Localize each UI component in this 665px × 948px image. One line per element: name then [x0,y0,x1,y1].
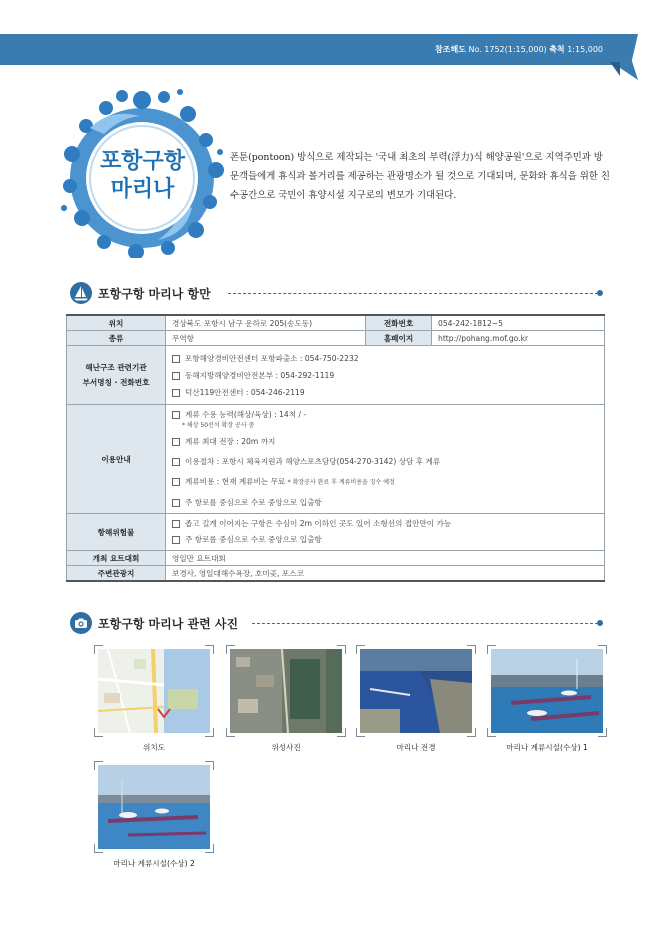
photo-marina-mooring-1[interactable] [491,649,603,733]
bullet-box-icon [172,372,180,380]
photo-frame-corner [467,645,476,654]
photo-frame-corner [226,645,235,654]
tour-label: 주변관광지 [67,566,166,582]
photo-frame-corner [467,728,476,737]
list-item: 계류 수용 능력(해상/육상) : 14척 / - [172,405,598,425]
header-ribbon-fold [610,62,620,76]
photo-frame-corner [205,728,214,737]
photo-frame-corner [598,645,607,654]
photo-caption: 마리나 전경 [396,743,436,752]
table-row [67,514,605,551]
hazard-list [166,514,605,551]
phone-value: 054-242-1812~5 [432,315,605,331]
event-label: 개최 요트대회 [67,551,166,566]
homepage-link[interactable]: http://pohang.mof.go.kr [432,331,605,346]
bullet-box-icon [172,438,180,446]
list-item: 계류비용 : 현재 계류비는 무료 * 확장공사 완료 후 계류비용을 징수 예정 [172,472,598,493]
event-value: 영일만 요트대회 [166,551,605,566]
rescue-label-line-1: 해난구조 관련기관 [85,363,147,372]
photo-frame-corner [226,728,235,737]
bullet-box-icon [172,499,180,507]
usage-note: * 해상 50선석 확장 공사 중 [182,422,255,429]
photo-frame-corner [205,761,214,770]
bullet-box-icon [172,458,180,466]
list-item: 주 항로를 중심으로 수로 중앙으로 입출항 [172,532,598,548]
chart-label: 참조해도 [434,45,466,54]
bullet-box-icon [172,520,180,528]
section-title-photos: 포항구항 마리나 관련 사진 [98,617,239,631]
rescue-label-line-2: 부서명칭 · 전화번호 [82,378,150,387]
photo-caption: 위치도 [142,743,165,752]
scale-label: 축척 [549,45,565,54]
scale-value: 1:15,000 [567,45,603,54]
intro-paragraph: 폰툰(pontoon) 방식으로 제작되는 '국내 최초의 부력(浮力)식 해양공원'으로 지역주민과 방문객들에게 휴식과 볼거리를 제공하는 관광명소가 될 것으로 기대되며, 문화와 휴식을 위한 친수공간으로 국민이 휴양시설 지구로의 변모가 기대된다. [230,152,610,201]
list-item: 좁고 길게 이어지는 구항은 수심이 2m 이하인 곳도 있어 소형선의 접안만이 가능 [172,516,598,532]
photo-caption: 마리나 계류시설(수상) 2 [113,859,195,868]
phone-label: 전화번호 [366,315,432,331]
photo-frame-corner [94,844,103,853]
photo-frame-corner [337,728,346,737]
section-divider [228,293,598,294]
bullet-box-icon [172,536,180,544]
usage-guide [166,405,605,514]
usage-label: 이용안내 [67,405,166,514]
photo-frame-corner [205,645,214,654]
section-divider-dot [597,290,603,296]
photo-frame-corner [356,645,365,654]
photo-satellite[interactable] [230,649,342,733]
section-heading-photos [70,612,605,634]
list-item: 주 항로를 중심으로 수로 중앙으로 입출항 [172,493,598,513]
rescue-contacts [166,346,605,405]
photo-marina-overview[interactable] [360,649,472,733]
section-heading-harbor [70,282,605,304]
title-line-2: 마리나 [110,177,175,202]
section-divider-dot [597,620,603,626]
type-value: 무역항 [166,331,366,346]
list-item: 덕산119안전센터 : 054-246-2119 [172,384,598,401]
table-row [67,551,605,566]
bullet-box-icon [172,478,180,486]
section-divider [252,623,598,624]
photo-frame-corner [487,645,496,654]
bullet-box-icon [172,389,180,397]
chart-reference [435,44,603,55]
harbor-info-table [66,314,605,582]
type-label: 종류 [67,331,166,346]
sailboat-icon [70,282,92,304]
list-item: 동해지방해양경비안전본부 : 054-292-1119 [172,367,598,384]
photo-frame-corner [205,844,214,853]
bullet-box-icon [172,355,180,363]
hazard-label: 항해위험물 [67,514,166,551]
table-row [67,315,605,331]
photo-frame-corner [487,728,496,737]
location-label: 위치 [67,315,166,331]
list-item: 계류 최대 전장 : 20m 까지 [172,432,598,452]
homepage-label: 홈페이지 [366,331,432,346]
list-item: 포항해양경비안전센터 포항파출소 : 054-750-2232 [172,350,598,367]
table-row [67,405,605,514]
photo-frame-corner [94,728,103,737]
photo-frame-corner [94,761,103,770]
rescue-label [67,346,166,405]
table-row [67,566,605,582]
table-row [67,331,605,346]
table-row [67,346,605,405]
photo-marina-mooring-2[interactable] [98,765,210,849]
location-value: 경상북도 포항시 남구 운하로 205(송도동) [166,315,366,331]
title-line-1: 포항구항 [99,149,185,174]
bullet-box-icon [172,411,180,419]
photo-frame-corner [598,728,607,737]
photo-location-map[interactable] [98,649,210,733]
photo-frame-corner [337,645,346,654]
list-item: 이용절차 : 포항시 체육지원과 해양스포츠담당(054-270-3142) 상담 후 계류 [172,452,598,472]
title-splash [60,88,225,258]
photo-frame-corner [356,728,365,737]
camera-icon [70,612,92,634]
photo-caption: 위성사진 [271,743,301,752]
section-title-harbor: 포항구항 마리나 항만 [98,287,211,301]
chart-number: No. 1752(1:15,000) [468,45,547,54]
photo-caption: 마리나 계류시설(수상) 1 [506,743,588,752]
tour-value: 보경사, 영일대해수욕장, 호미곶, 포스코 [166,566,605,582]
photo-frame-corner [94,645,103,654]
